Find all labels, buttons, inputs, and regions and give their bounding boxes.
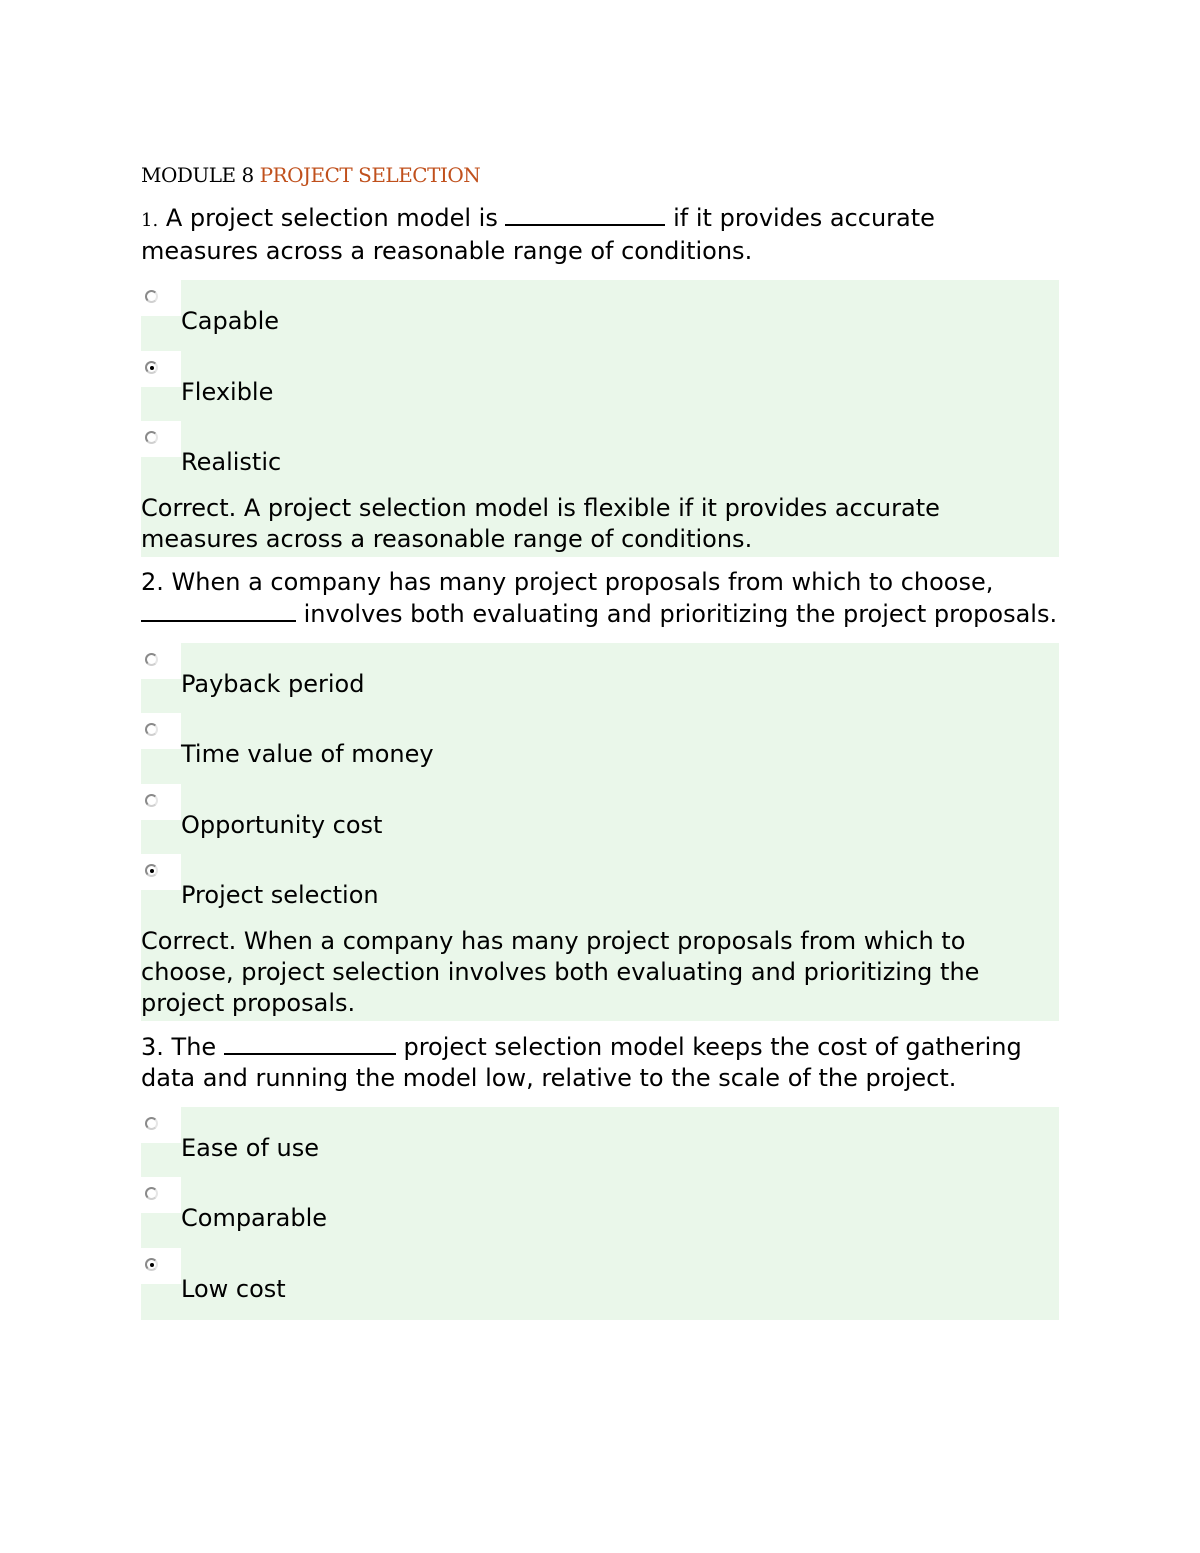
feedback-text: Correct. When a company has many project proposals from which to choose, project selection involves both evaluating and prioritizing the project proposals. [141, 926, 980, 1017]
option-label: Time value of money [181, 740, 434, 768]
radio-button-selected[interactable] [145, 1258, 158, 1271]
question-3 [141, 1031, 1059, 1321]
question-2 [141, 567, 1059, 1021]
question-text-after: if it provides accurate measures across a reasonable range of conditions. [141, 204, 935, 265]
module-title: PROJECT SELECTION [259, 163, 481, 187]
answer-options [141, 643, 1059, 1021]
question-text-before: The [171, 1032, 217, 1061]
radio-button-selected[interactable] [145, 864, 158, 877]
option-label: Low cost [181, 1274, 286, 1303]
radio-button[interactable] [145, 431, 158, 444]
option-label: Realistic [181, 448, 282, 476]
option-label: Project selection [181, 881, 379, 909]
module-number: MODULE 8 [141, 163, 254, 187]
radio-button[interactable] [145, 290, 158, 303]
question-number: 2. [141, 567, 164, 596]
question-number: 1. [141, 210, 159, 231]
radio-button[interactable] [145, 1117, 158, 1130]
question-text-before: When a company has many project proposals from which to choose, [171, 567, 994, 596]
radio-button-selected[interactable] [145, 361, 158, 374]
question-text-after: project selection model keeps the cost of gathering data and running the model low, relative to the scale of the project. [141, 1032, 1022, 1092]
question-number: 3. [141, 1032, 164, 1061]
feedback-text: Correct. A project selection model is flexible if it provides accurate measures across a reasonable range of conditions. [141, 493, 940, 553]
radio-button[interactable] [145, 653, 158, 666]
answer-blank [505, 202, 665, 226]
option-row[interactable] [141, 713, 1059, 784]
option-row[interactable] [141, 643, 1059, 714]
radio-button[interactable] [145, 723, 158, 736]
option-row[interactable] [141, 280, 1059, 351]
question-1 [141, 202, 1059, 557]
radio-button[interactable] [145, 794, 158, 807]
option-label: Comparable [181, 1204, 328, 1232]
option-row[interactable] [141, 421, 1059, 492]
document-page [141, 160, 1059, 1330]
answer-options [141, 280, 1059, 557]
option-row[interactable] [141, 1248, 1059, 1319]
module-heading [141, 160, 1059, 190]
question-text [141, 202, 1059, 267]
option-row[interactable] [141, 854, 1059, 925]
question-text [141, 567, 1059, 630]
question-text [141, 1031, 1059, 1094]
option-label: Capable [181, 307, 280, 335]
option-label: Payback period [181, 669, 365, 698]
option-row[interactable] [141, 351, 1059, 422]
option-label: Ease of use [181, 1133, 320, 1162]
option-row[interactable] [141, 784, 1059, 855]
question-text-before: A project selection model is [165, 204, 498, 232]
question-text-after: involves both evaluating and prioritizing the project proposals. [303, 599, 1058, 628]
answer-blank [224, 1031, 396, 1055]
answer-blank [141, 598, 296, 622]
option-label: Flexible [181, 377, 274, 406]
answer-options [141, 1107, 1059, 1321]
radio-button[interactable] [145, 1187, 158, 1200]
option-label: Opportunity cost [181, 810, 383, 839]
option-row[interactable] [141, 1107, 1059, 1178]
option-row[interactable] [141, 1177, 1059, 1248]
